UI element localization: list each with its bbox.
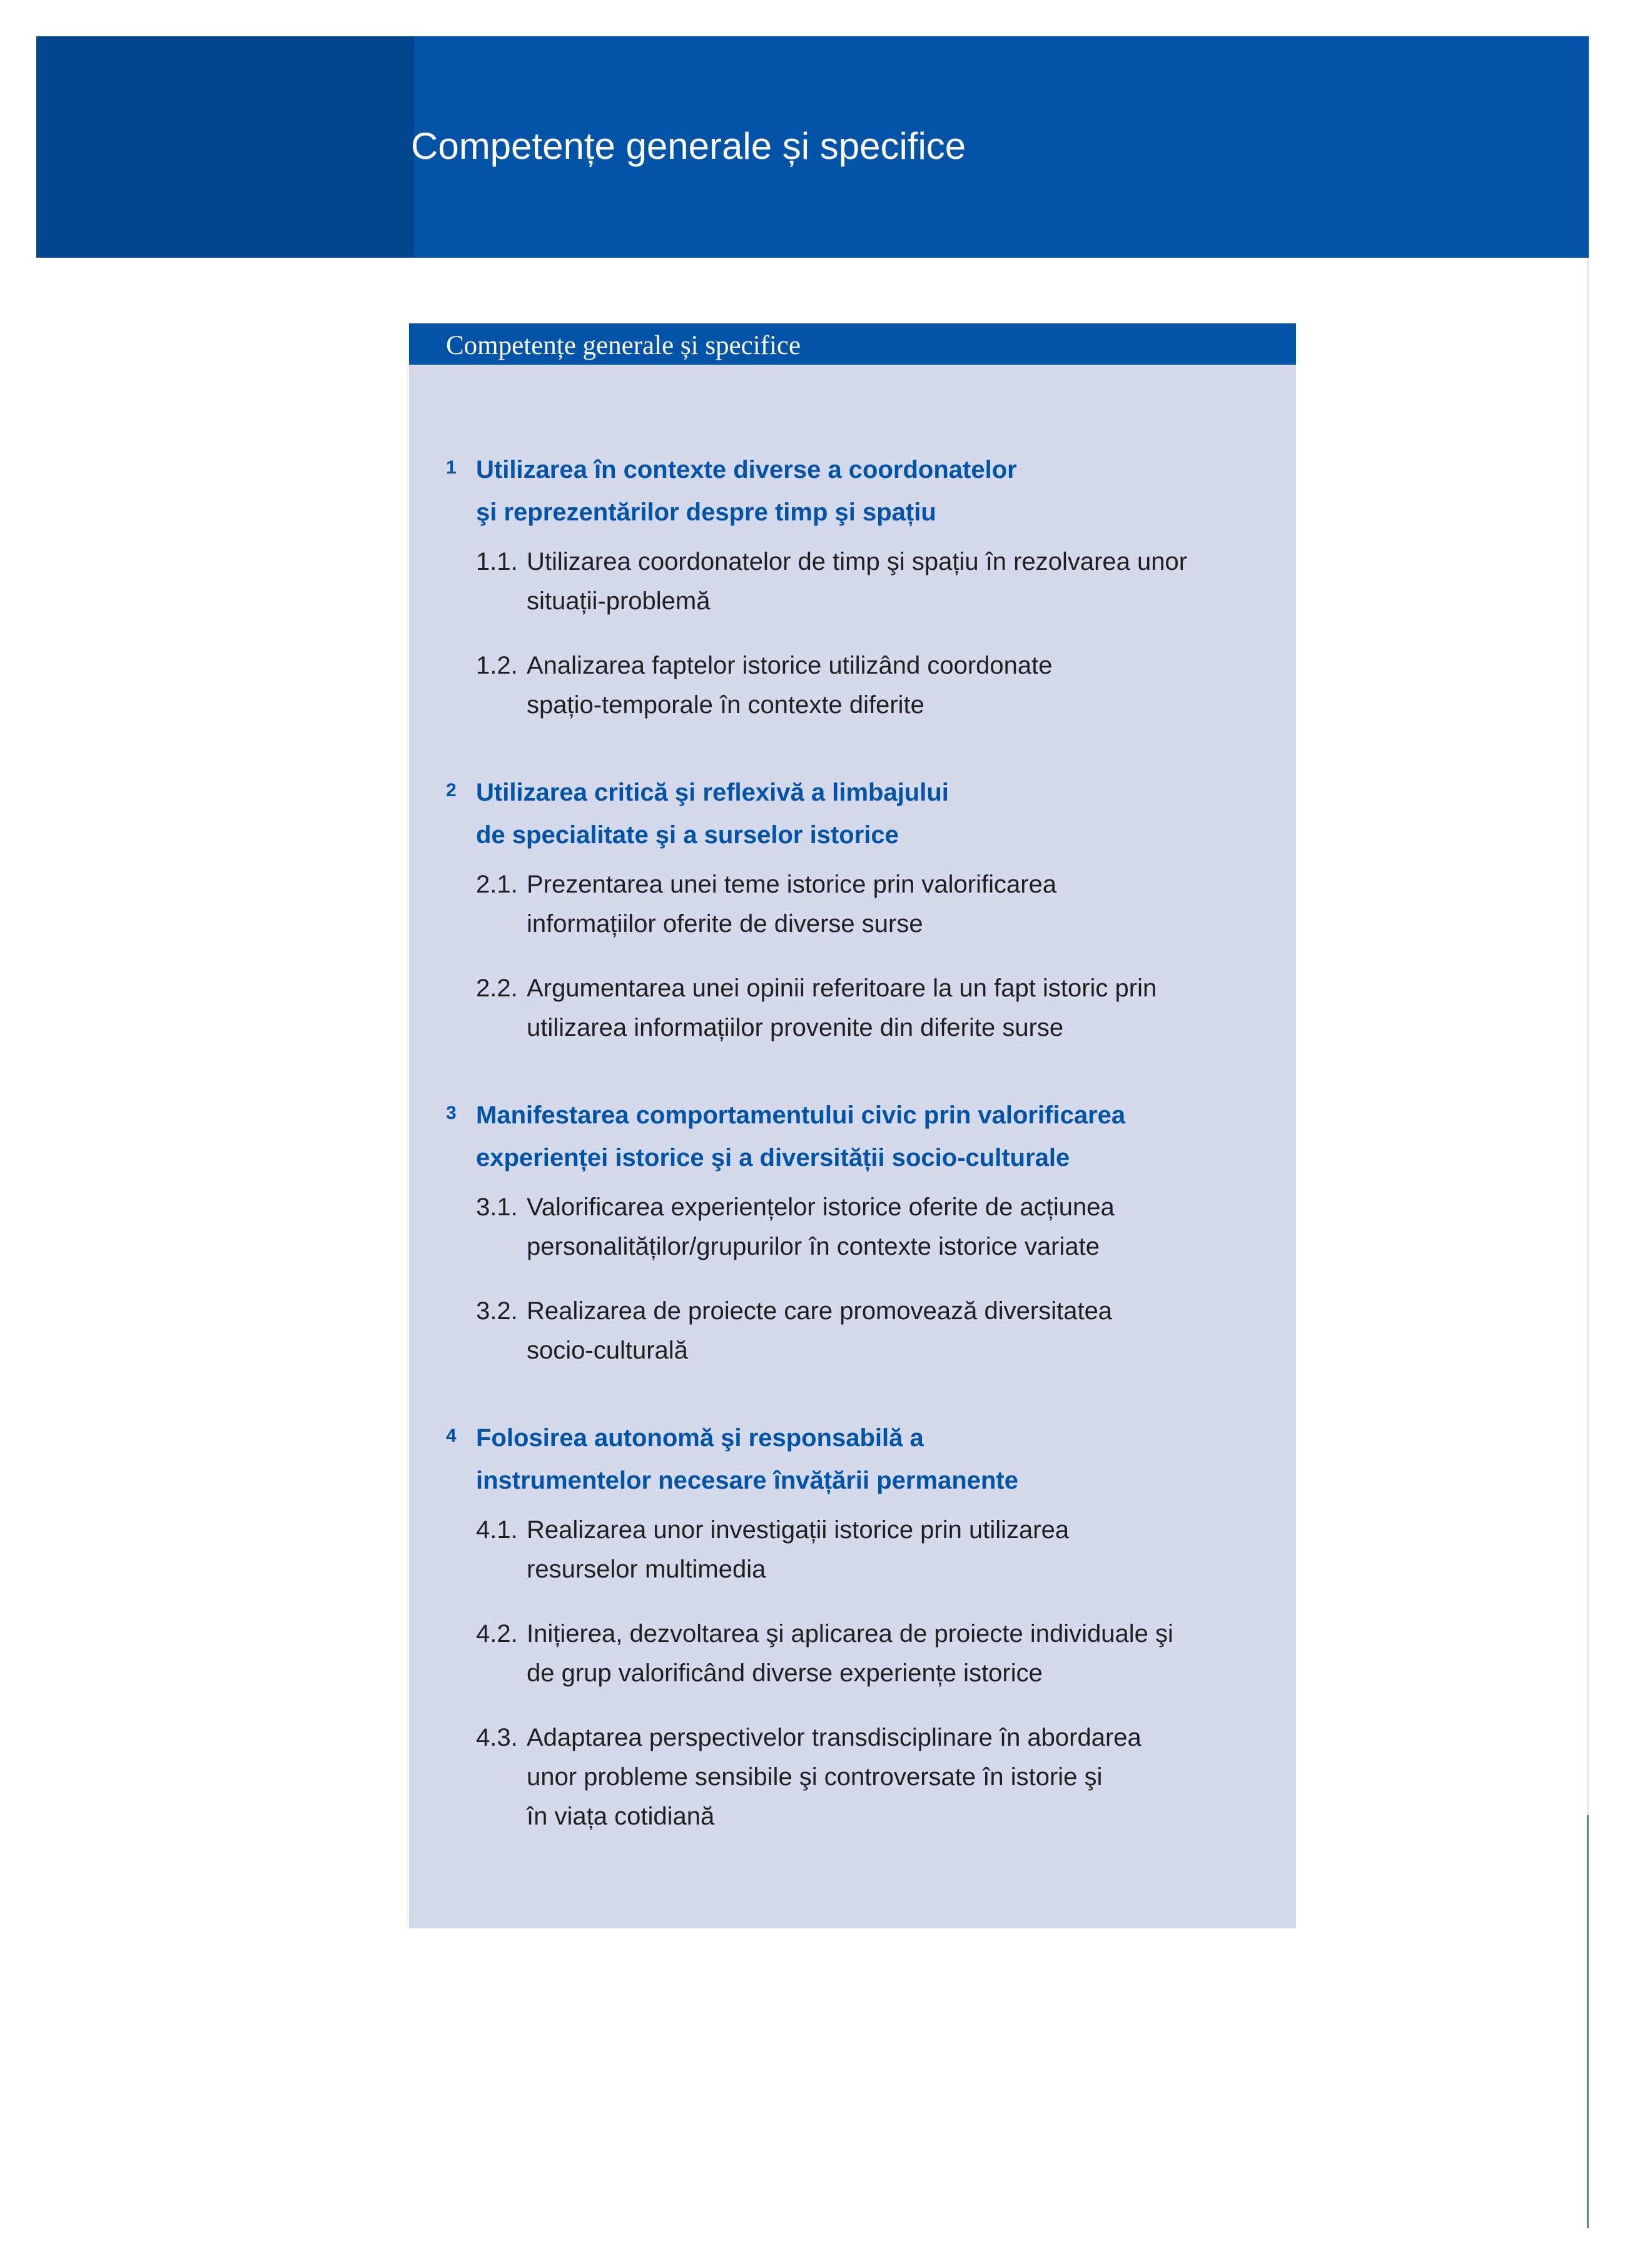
right-margin-rule-accent [1587, 1815, 1589, 2228]
specific-text-line: Prezentarea unei teme istorice prin valorificarea [527, 871, 1057, 898]
specific-code: 3.1. [476, 1193, 518, 1221]
specific-code: 4.2. [476, 1620, 518, 1648]
competencies-panel [409, 323, 1296, 1928]
page-title: Competențe generale și specifice [411, 125, 966, 167]
specific-text-line: resurselor multimedia [527, 1556, 766, 1583]
specific-text-line: Analizarea faptelor istorice utilizând coordonate [527, 652, 1053, 679]
competency-title-line: instrumentelor necesare învățării permanente [476, 1467, 1018, 1494]
specific-text-line: în viața cotidiană [527, 1803, 715, 1830]
specific-text-line: Inițierea, dezvoltarea şi aplicarea de proiecte individuale şi [527, 1620, 1173, 1648]
competency-title [476, 448, 1214, 534]
specific-text-line: Argumentarea unei opinii referitoare la un fapt istoric prin [527, 975, 1157, 1002]
specific-code: 1.2. [476, 652, 518, 679]
specific-text-line: Utilizarea coordonatelor de timp şi spațiu în rezolvarea unor [527, 548, 1188, 575]
panel-title: Competențe generale și specifice [446, 331, 801, 360]
specific-text-line: situații-problemă [527, 587, 711, 615]
specific-text-line: socio-culturală [527, 1337, 688, 1364]
specific-code: 2.1. [476, 871, 518, 898]
specific-text [476, 865, 1056, 944]
specific-code: 1.1. [476, 548, 518, 575]
specific-text-line: utilizarea informațiilor provenite din diferite surse [527, 1014, 1064, 1041]
competency-title [476, 1094, 1214, 1179]
header-dark-block [36, 36, 414, 258]
specific-code: 4.3. [476, 1724, 518, 1751]
competency-number: 1 [446, 457, 457, 478]
competency-number: 2 [446, 780, 457, 801]
specific-text-line: Realizarea unor investigații istorice prin utilizarea [527, 1516, 1070, 1544]
specific-text-line: unor probleme sensibile şi controversate în istorie şi [527, 1763, 1103, 1791]
specific-text [476, 542, 1187, 621]
specific-text [476, 1614, 1173, 1693]
competency-number: 3 [446, 1103, 457, 1123]
specific-text-line: Realizarea de proiecte care promovează diversitatea [527, 1297, 1113, 1325]
specific-text [476, 1292, 1112, 1370]
competency-title-line: Folosirea autonomă şi responsabilă a [476, 1424, 924, 1452]
specific-text-line: informațiilor oferite de diverse surse [527, 910, 923, 938]
specific-code: 3.2. [476, 1297, 518, 1325]
specific-text [476, 1718, 1142, 1836]
specific-text [476, 1511, 1069, 1589]
competency-title-line: Utilizarea în contexte diverse a coordonatelor [476, 456, 1017, 483]
competency-number: 4 [446, 1425, 457, 1446]
competency-title [476, 771, 1214, 856]
specific-code: 4.1. [476, 1516, 518, 1544]
competency-title-line: Manifestarea comportamentului civic prin valorificarea [476, 1101, 1126, 1129]
specific-text [476, 1188, 1115, 1267]
specific-text [476, 646, 1053, 725]
competency-title-line: şi reprezentărilor despre timp şi spațiu [476, 499, 936, 526]
competency-title-line: Utilizarea critică şi reflexivă a limbajului [476, 779, 949, 806]
specific-text [476, 969, 1157, 1048]
competency-title-line: experienței istorice şi a diversității socio-culturale [476, 1144, 1070, 1172]
specific-code: 2.2. [476, 975, 518, 1002]
specific-text-line: spațio-temporale în contexte diferite [527, 691, 924, 719]
competency-title [476, 1417, 1214, 1502]
specific-text-line: de grup valorificând diverse experiențe istorice [527, 1659, 1043, 1687]
specific-text-line: personalităților/grupurilor în contexte istorice variate [527, 1233, 1100, 1260]
right-margin-rule [1587, 258, 1589, 1815]
specific-text-line: Adaptarea perspectivelor transdisciplinare în abordarea [527, 1724, 1142, 1751]
panel-header [409, 323, 1296, 365]
competency-title-line: de specialitate şi a surselor istorice [476, 821, 899, 849]
specific-text-line: Valorificarea experiențelor istorice oferite de acțiunea [527, 1193, 1115, 1221]
